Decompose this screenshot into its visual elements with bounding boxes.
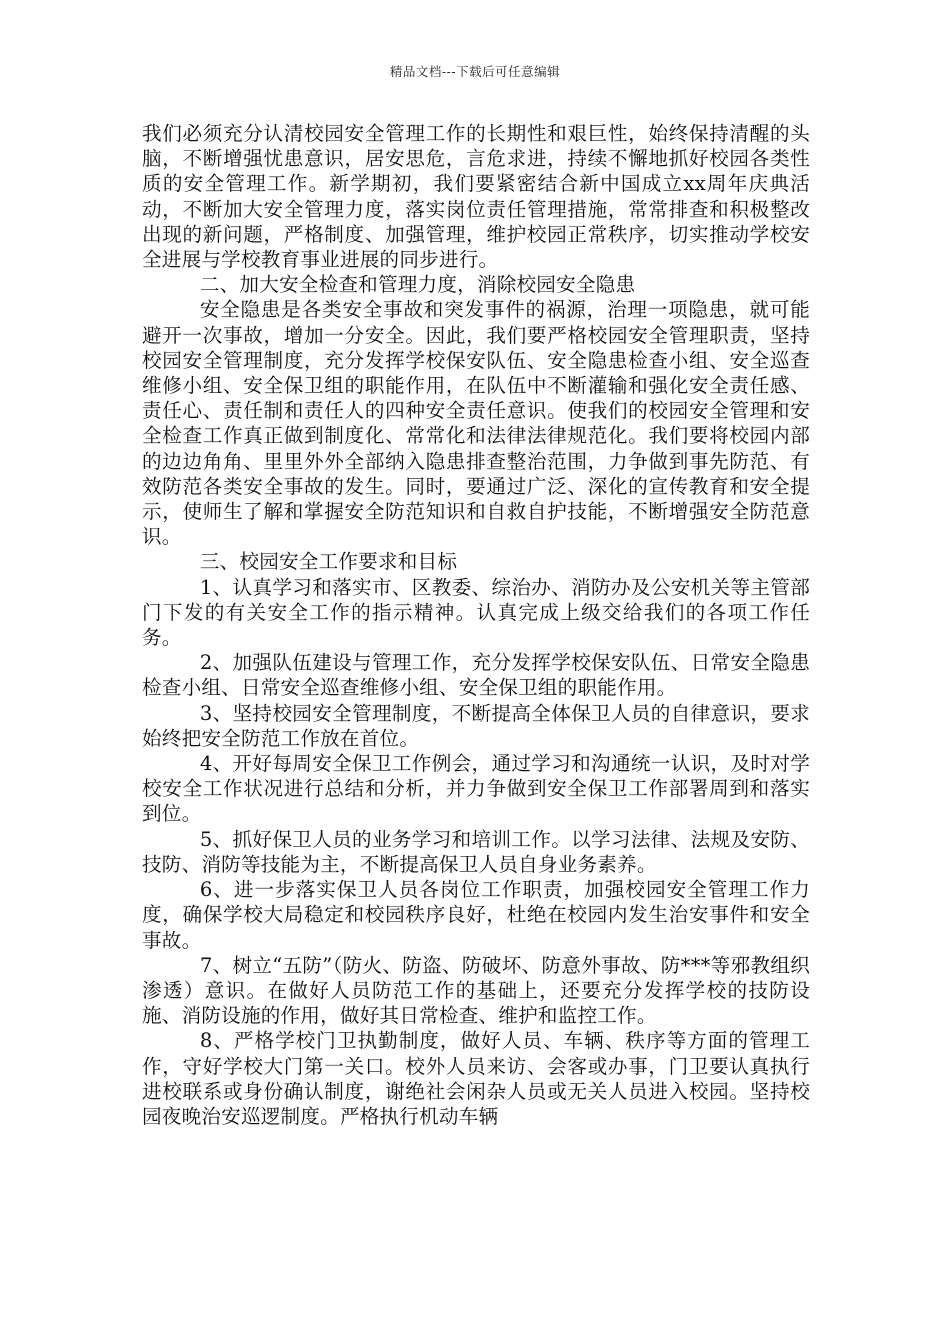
page-header: 精品文档---下载后可任意编辑: [389, 64, 561, 79]
list-item-3: 3、坚持校园安全管理制度，不断提高全体保卫人员的自律意识，要求始终把安全防范工作放在首位。: [142, 701, 810, 750]
list-item-4: 4、开好每周安全保卫工作例会，通过学习和沟通统一认识，及时对学校安全工作状况进行总结和分析，并力争做到安全保卫工作部署周到和落实到位。: [142, 752, 810, 826]
paragraph-hazards: 安全隐患是各类安全事故和突发事件的祸源，治理一项隐患，就可能避开一次事故，增加一分安全。因此，我们要严格校园安全管理职责，坚持校园安全管理制度，充分发挥学校保安队伍、安全隐患检查小组、安全巡查维修小组、安全保卫组的职能作用，在队伍中不断灌输和强化安全责任感、责任心、责任制和责任人的四种安全责任意识。使我们的校园安全管理和安全检查工作真正做到制度化、常常化和法律法律规范化。我们要将校园内部的边边角角、里里外外全部纳入隐患排查整治范围，力争做到事先防范、有效防范各类安全事故的发生。同时，要通过广泛、深化的宣传教育和安全提示，使师生了解和掌握安全防范知识和自救自护技能，不断增强安全防范意识。: [142, 298, 810, 549]
list-item-1: 1、认真学习和落实市、区教委、综治办、消防办及公安机关等主管部门下发的有关安全工作的指示精神。认真完成上级交给我们的各项工作任务。: [142, 575, 810, 650]
document-body: [142, 121, 810, 1129]
list-item-5: 5、抓好保卫人员的业务学习和培训工作。以学习法律、法规及安防、技防、消防等技能为主，不断提高保卫人员自身业务素养。: [142, 827, 810, 876]
section-heading-3: 三、校园安全工作要求和目标: [199, 550, 458, 574]
list-item-8: 8、严格学校门卫执勤制度，做好人员、车辆、秩序等方面的管理工作，守好学校大门第一关口。校外人员来访、会客或办事，门卫要认真执行进校联系或身份确认制度，谢绝社会闲杂人员或无关人员进入校园。坚持校园夜晚治安巡逻制度。严格执行机动车辆: [142, 1029, 810, 1128]
paragraph-intro: 我们必须充分认清校园安全管理工作的长期性和艰巨性，始终保持清醒的头脑，不断增强忧患意识，居安思危，言危求进，持续不懈地抓好校园各类性质的安全管理工作。新学期初，我们要紧密结合新中国成立xx周年庆典活动，不断加大安全管理力度，落实岗位责任管理措施，常常排查和积极整改出现的新问题，严格制度、加强管理，维护校园正常秩序，切实推动学校安全进展与学校教育事业进展的同步进行。: [142, 122, 810, 272]
list-item-6: 6、进一步落实保卫人员各岗位工作职责，加强校园安全管理工作力度，确保学校大局稳定和校园秩序良好，杜绝在校园内发生治安事件和安全事故。: [142, 878, 810, 952]
list-item-7: 7、树立“五防”（防火、防盗、防破坏、防意外事故、防***等邪教组织渗透）意识。在做好人员防范工作的基础上，还要充分发挥学校的技防设施、消防设施的作用，做好其日常检查、维护和监控工作。: [142, 953, 810, 1028]
section-heading-2: 二、加大安全检查和管理力度，消除校园安全隐患: [199, 273, 636, 297]
list-item-2: 2、加强队伍建设与管理工作，充分发挥学校保安队伍、日常安全隐患检查小组、日常安全巡查维修小组、安全保卫组的职能作用。: [142, 651, 810, 700]
